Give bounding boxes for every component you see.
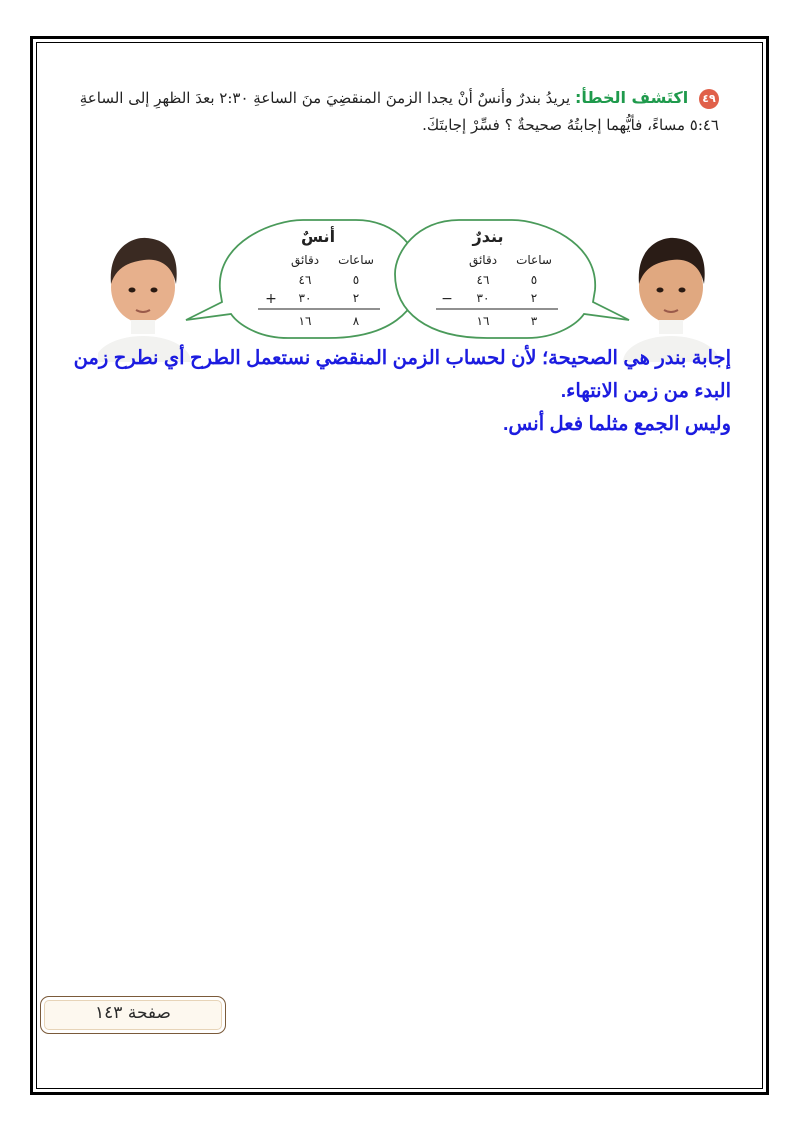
- left-col-minutes: دقائق: [290, 253, 320, 267]
- left-result-hr: ٨: [352, 314, 360, 328]
- page-number-label: صفحة ١٤٣: [95, 1003, 171, 1023]
- page-number-box: [40, 996, 226, 1034]
- answer-line-2: البدء من زمن الانتهاء.: [560, 380, 731, 402]
- answer-block: [51, 342, 731, 441]
- right-row2-hr: ٢: [530, 291, 538, 305]
- right-col-minutes: دقائق: [468, 253, 498, 267]
- question-text: يريدُ بندرٌ وأنسٌ أنْ يجدا الزمنَ المنقضِيَ منَ الساعةِ ٢:٣٠ بعدَ الظهرِ إلى الساعةِ ٥:٤٦ مساءً، فأيُّهما إجابتُهُ صحيحةٌ ؟ فسِّرْ إجابتَكَ.: [79, 89, 719, 134]
- question-label: اكتَشف الخطأ:: [574, 88, 689, 107]
- illustration: [98, 212, 718, 362]
- page-content: [36, 42, 763, 1089]
- right-bubble-name: بندرٌ: [472, 227, 504, 246]
- left-result-min: ١٦: [298, 314, 312, 328]
- left-row1-min: ٤٦: [298, 273, 312, 287]
- right-col-hours: ساعات: [516, 253, 552, 267]
- left-bubble-name: أنسٌ: [300, 227, 336, 246]
- question-number-badge: ٤٩: [699, 89, 719, 109]
- left-col-hours: ساعات: [338, 253, 374, 267]
- left-operator: +: [265, 291, 277, 307]
- right-speech-bubble: [395, 220, 629, 338]
- right-result-hr: ٣: [530, 314, 538, 328]
- answer-line-1: إجابة بندر هي الصحيحة؛ لأن لحساب الزمن المنقضي نستعمل الطرح أي نطرح زمن: [73, 347, 731, 369]
- question-block: [79, 84, 719, 139]
- speech-bubbles: [98, 212, 718, 362]
- left-row2-hr: ٢: [352, 291, 360, 305]
- right-row1-hr: ٥: [530, 273, 538, 287]
- right-result-min: ١٦: [476, 314, 490, 328]
- right-operator: −: [441, 291, 453, 307]
- right-row2-min: ٣٠: [476, 291, 490, 305]
- right-row1-min: ٤٦: [476, 273, 490, 287]
- left-row2-min: ٣٠: [298, 291, 312, 305]
- answer-line-3: وليس الجمع مثلما فعل أنس.: [503, 413, 731, 435]
- left-row1-hr: ٥: [352, 273, 360, 287]
